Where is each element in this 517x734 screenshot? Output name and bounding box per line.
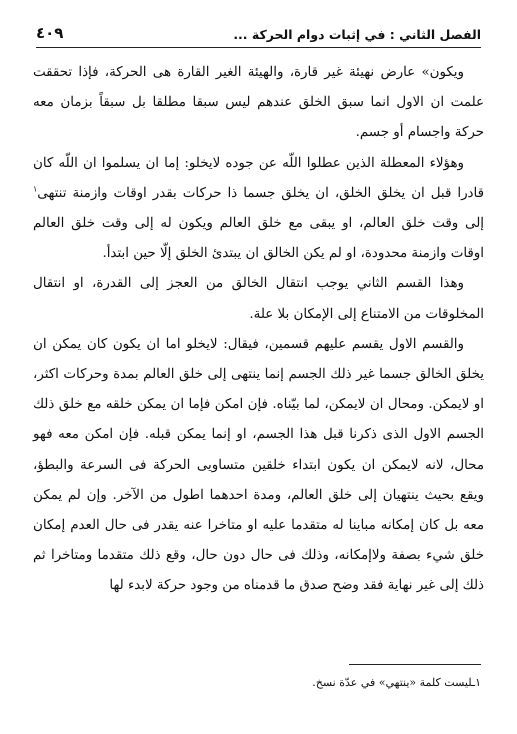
- main-text: [33, 58, 484, 602]
- paragraph-text: إلى وقت خلق العالم، او يبقى مع خلق العالم ويكون له إلى وقت خلق العالم اوقات وازمنة محدودة، او لم يكن الخالق ان يبتدئ الخلق إلّا حين ابتدأ.: [33, 216, 484, 262]
- page-number: ٤٠٩: [36, 24, 64, 42]
- footnote: ١ـليست كلمة «ينتهي» في عدّة نسخ.: [312, 676, 481, 689]
- paragraph-text: وهؤلاء المعطلة الذين عطلوا اللّه عن جوده لايخلو: إما ان يسلموا ان اللّه كان قادرا قبل ان يخلق الخلق، ان يخلق جسما ذا حركات بقدر اوقات وازمنة تنتهى: [33, 155, 484, 201]
- footnote-reference: ١: [33, 184, 38, 194]
- paragraph: [33, 149, 484, 270]
- chapter-title: الفصل الثاني : في إثبات دوام الحركة ...: [233, 27, 481, 42]
- footnote-divider: [349, 664, 481, 665]
- running-header: [36, 16, 481, 48]
- paragraph: ويكون» عارض نهيئة غير قارة، والهيئة الغير القارة هى الحركة، فإذا تحققت علمت ان الاول انما سبق الخلق عندهم ليس سبقا مطلقا بل سبقاً بزمان معه حركة واجسام أو جسم.: [33, 65, 484, 141]
- paragraph: والقسم الاول يقسم عليهم قسمين، فيقال: لايخلو اما ان يكون كان يمكن ان يخلق الخالق جسما غير ذلك الجسم إنما ينتهى إلى خلق العالم بمدة وحركات اكثر، او لايمكن. ومحال ان لايمكن، لما بيّناه. فإن امكن فإما ان يمكن خلقه مع خلق ذلك الجسم الاول الذى ذكرنا قبل هذا الجسم، او إنما يمكن قبله. فإن امكن معه فهو محال، لانه لايمكن ان يكون ابتداء خلقين متساويى الحركة فى السرعة والبطؤ، ويقع بحيث ينتهيان إلى خلق العالم، ومدة احدهما اطول من الآخر. وإن لم يمكن معه بل كان إمكانه مباينا له متقدما عليه او متاخرا عنه يقدر فى حال العدم إمكان خلق شيء بصفة ولاإمكانه، وذلك فى حال دون حال، وقع ذلك متقدما ومتاخرا ثم ذلك إلى غير نهاية فقد وضح صدق ما قدمناه من وجود حركة لابدء لها: [33, 336, 484, 594]
- paragraph: وهذا القسم الثاني يوجب انتقال الخالق من العجز إلى القدرة، او انتقال المخلوقات من الامتناع إلى الإمكان بلا علة.: [33, 276, 484, 322]
